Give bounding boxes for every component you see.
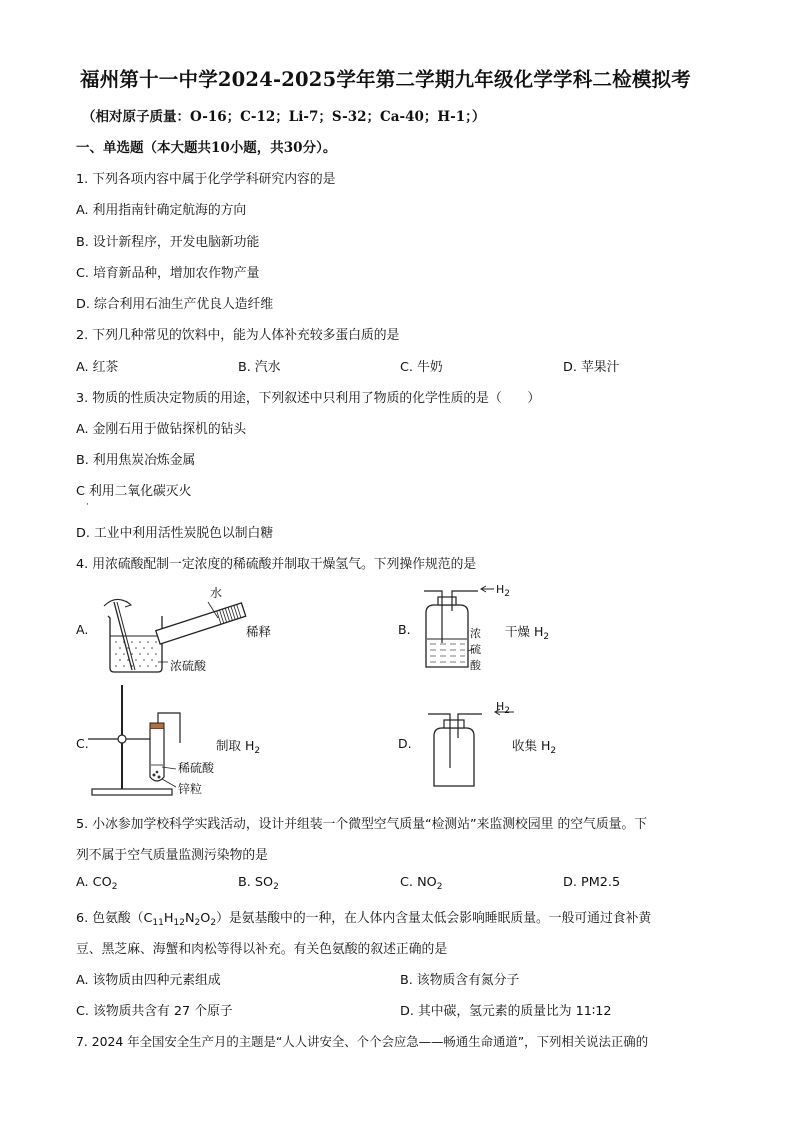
- q5-option-a: A. $CO_2$: [76, 875, 118, 892]
- figure-c-acid-label: 稀硫酸: [178, 761, 215, 775]
- figure-c-zinc-label: 锌粒: [178, 782, 203, 796]
- q4-option-c-caption: 制取 $H_2$: [216, 738, 261, 756]
- q2-option-c: C. 牛奶: [400, 360, 443, 375]
- q4-option-a-letter: A.: [76, 622, 89, 637]
- q5-option-d: D. PM2.5: [563, 875, 621, 890]
- q4-option-b-letter: B.: [398, 622, 411, 637]
- q4-option-b-caption: 干燥 $H_2$: [505, 624, 550, 642]
- stray-dot: ·: [86, 500, 89, 510]
- q3-stem: 3. 物质的性质决定物质的用途，下列叙述中只利用了物质的化学性质的是（ ）: [76, 391, 541, 406]
- q4-stem: 4. 用浓硫酸配制一定浓度的稀硫酸并制取干燥氢气。下列操作规范的是: [76, 557, 477, 572]
- q6-option-d: D. 其中碳，氢元素的质量比为 11∶12: [400, 1004, 612, 1019]
- q2-option-a: A. 红茶: [76, 360, 119, 375]
- q2-option-b: B. 汽水: [238, 360, 281, 375]
- q1-option-a: A. 利用指南针确定航海的方向: [76, 203, 247, 218]
- q6-option-c: C. 该物质共含有 27 个原子: [76, 1004, 233, 1019]
- q4-option-c-letter: C.: [76, 736, 89, 751]
- q5-stem-line-1: 5. 小冰参加学校科学实践活动，设计并组装一个微型空气质量“检测站”来监测校园里 的空气质量。下: [76, 817, 648, 832]
- figure-a-acid-label: 浓硫酸: [170, 659, 207, 673]
- q5-option-c: C. $NO_2$: [400, 875, 443, 892]
- q4-option-d-caption: 收集 $H_2$: [512, 738, 557, 756]
- q3-option-b: B. 利用焦炭冶炼金属: [76, 453, 196, 468]
- q6-option-b: B. 该物质含有氮分子: [400, 973, 520, 988]
- q1-option-b: B. 设计新程序，开发电脑新功能: [76, 235, 260, 250]
- q1-stem: 1. 下列各项内容中属于化学学科研究内容的是: [76, 172, 336, 187]
- figure-b-acid-label-1: 浓: [470, 627, 481, 640]
- q2-stem: 2. 下列几种常见的饮料中，能为人体补充较多蛋白质的是: [76, 328, 400, 343]
- q1-option-c: C. 培育新品种，增加农作物产量: [76, 266, 260, 281]
- section-heading: 一、单选题（本大题共10小题，共30分）。: [76, 140, 337, 156]
- exam-title: 福州第十一中学2024-2025学年第二学期九年级化学学科二检模拟考: [80, 68, 691, 91]
- atomic-masses-note: （相对原子质量：O-16；C-12；Li-7；S-32；Ca-40；H-1；）: [82, 109, 486, 125]
- q5-stem-line-2: 列不属于空气质量监测污染物的是: [76, 848, 268, 863]
- figure-b-acid-label-3: 酸: [470, 659, 481, 672]
- q7-stem: 7. 2024 年全国安全生产月的主题是“人人讲安全、个个会应急——畅通生命通道”，下列相关说法正确的: [76, 1034, 649, 1049]
- figure-a-water-label: 水: [210, 586, 223, 600]
- q1-option-d: D. 综合利用石油生产优良人造纤维: [76, 297, 274, 312]
- q3-option-d: D. 工业中利用活性炭脱色以制白糖: [76, 526, 274, 541]
- q2-option-d: D. 苹果汁: [563, 360, 620, 375]
- figure-d-gas-label: $H_2$: [496, 700, 511, 716]
- q3-option-a: A. 金刚石用于做钻探机的钻头: [76, 422, 247, 437]
- q4-option-d-letter: D.: [398, 736, 412, 751]
- q3-option-c: C 利用二氧化碳灭火: [76, 484, 192, 499]
- q6-option-a: A. 该物质由四种元素组成: [76, 973, 221, 988]
- q5-option-b: B. $SO_2$: [238, 875, 279, 892]
- q6-stem-line-1: 6. 色氨酸$(C_{11}H_{12}N_2O_2)$是氨基酸中的一种，在人体内含量太低会影响睡眠质量。一般可通过食补黄: [76, 911, 652, 928]
- q4-option-a-caption: 稀释: [246, 624, 272, 639]
- figure-b-acid-label-2: 硫: [470, 643, 481, 656]
- figure-b-gas-label: $H_2$: [496, 583, 511, 599]
- q6-stem-line-2: 豆、黑芝麻、海蟹和肉松等得以补充。有关色氨酸的叙述正确的是: [76, 942, 448, 957]
